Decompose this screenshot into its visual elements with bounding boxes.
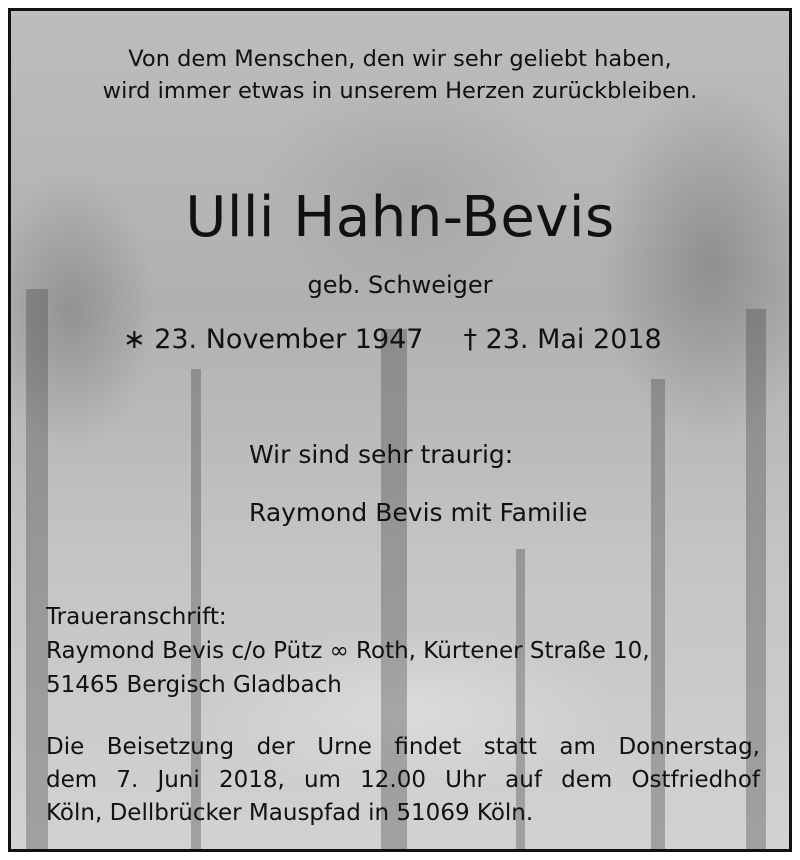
background-tree-trunk: [26, 289, 48, 849]
birth-date: ∗ 23. November 1947: [123, 324, 424, 355]
burial-line-1: Die Beisetzung der Urne findet statt am Donnerstag,: [46, 734, 760, 760]
deceased-name: Ulli Hahn-Bevis: [185, 185, 615, 250]
obituary-notice: [8, 8, 792, 852]
motto-line-1: Von dem Menschen, den wir sehr geliebt haben,: [128, 46, 672, 72]
address-line-1: Raymond Bevis c/o Pütz ∞ Roth, Kürtener Straße 10,: [46, 638, 650, 664]
motto-line-2: wird immer etwas in unserem Herzen zurückbleiben.: [102, 78, 698, 104]
address-label: Traueranschrift:: [46, 604, 227, 630]
burial-line-2: dem 7. Juni 2018, um 12.00 Uhr auf dem Ostfriedhof: [46, 767, 760, 793]
motto-quote: [11, 43, 789, 107]
burial-line-3: Köln, Dellbrücker Mauspfad in 51069 Köln.: [46, 800, 534, 826]
birth-name: geb. Schweiger: [307, 271, 493, 299]
life-dates: [123, 322, 662, 358]
death-date: † 23. Mai 2018: [463, 324, 662, 355]
mourning-address: [46, 600, 650, 702]
mourners-intro: Wir sind sehr traurig:: [249, 440, 514, 469]
mourners-names: Raymond Bevis mit Familie: [249, 498, 588, 527]
address-line-2: 51465 Bergisch Gladbach: [46, 672, 342, 698]
burial-info: [46, 731, 760, 830]
